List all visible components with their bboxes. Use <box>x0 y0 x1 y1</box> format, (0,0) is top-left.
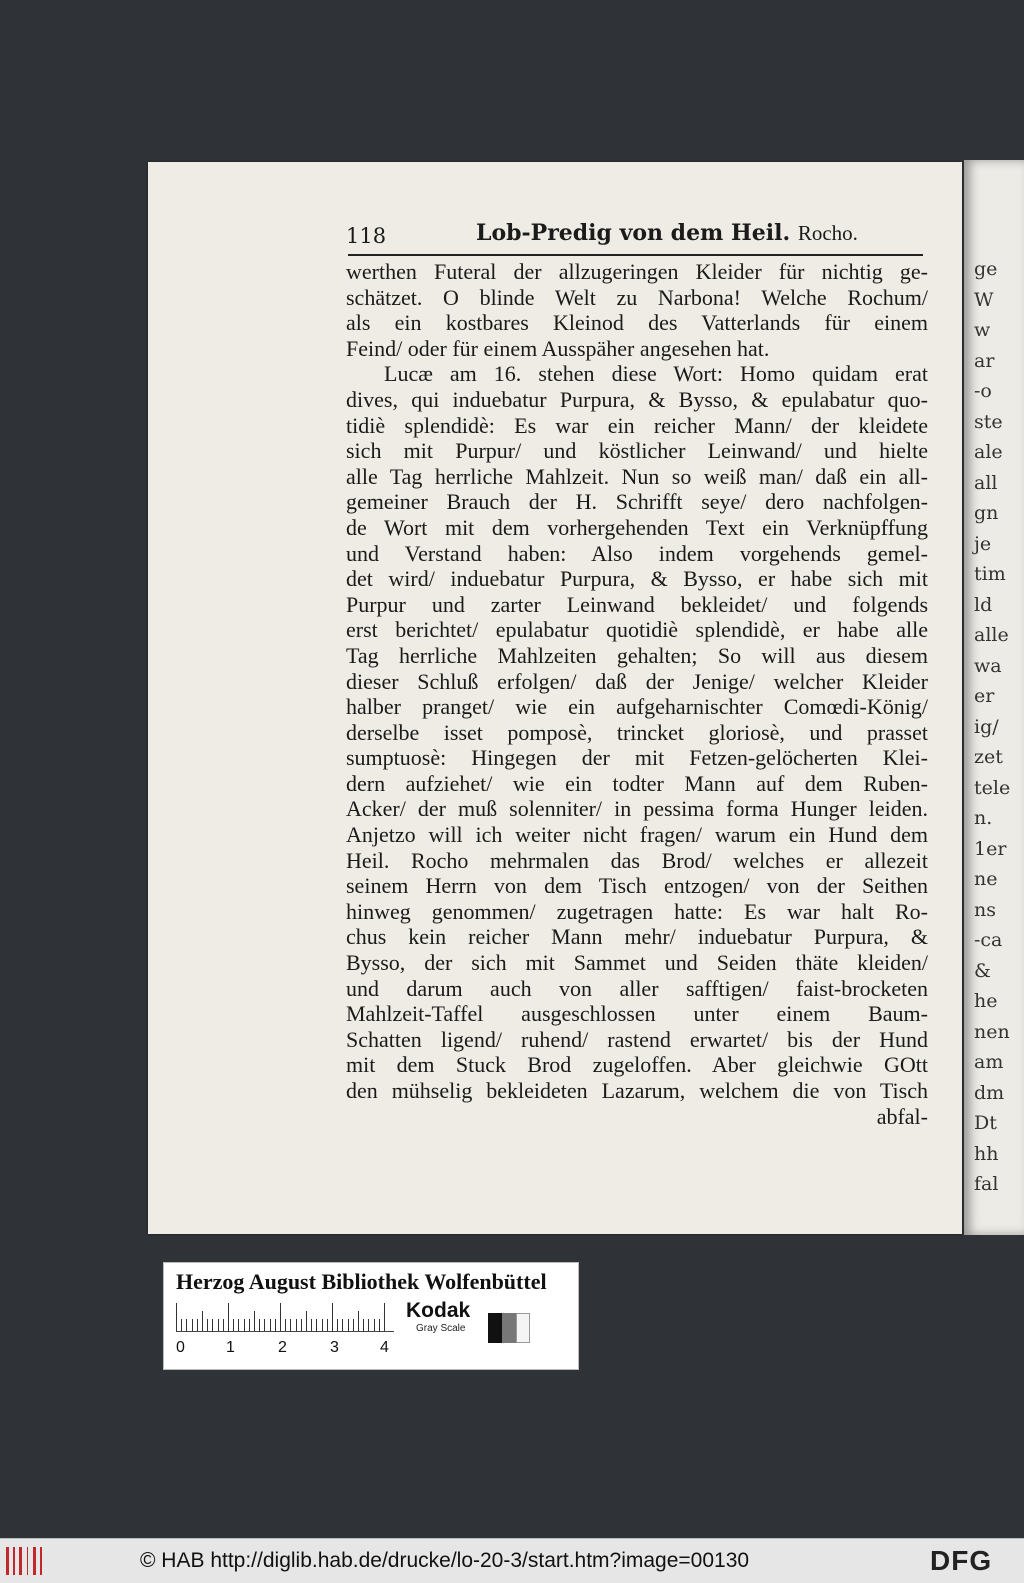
ruler-tick <box>259 1319 260 1331</box>
ruler-tick <box>254 1311 255 1331</box>
ruler-tick <box>270 1319 271 1331</box>
adjacent-page-fragment: wa <box>974 654 1002 677</box>
text-line: alle Tag herrliche Mahlzeit. Nun so weiß man/ daß ein all- <box>346 463 928 489</box>
ruler-tick <box>379 1319 380 1331</box>
ruler-number: 1 <box>226 1339 235 1356</box>
text-line: den mühselig bekleideten Lazarum, welchem die von Tisch <box>346 1078 928 1103</box>
ruler-tick <box>197 1319 198 1331</box>
ruler-tick <box>249 1319 250 1331</box>
adjacent-page-fragment: ig/ <box>974 715 999 738</box>
adjacent-page-fragment: gn <box>974 502 999 524</box>
ruler-tick <box>368 1319 369 1331</box>
adjacent-page-fragment: -o <box>974 380 992 402</box>
ruler-tick <box>238 1319 239 1331</box>
adjacent-page-fragment: ld <box>974 593 993 616</box>
text-line: Acker/ der muß solenniter/ in pessima forma Hunger leiden. <box>346 796 928 822</box>
ruler-tick <box>337 1319 338 1331</box>
adjacent-page-fragment: er <box>974 685 995 707</box>
adjacent-page-fragment: tele <box>974 776 1011 799</box>
ruler-tick <box>353 1319 354 1331</box>
ruler-number: 2 <box>278 1339 287 1356</box>
ruler-tick <box>306 1311 307 1331</box>
adjacent-page-fragment: dm <box>974 1081 1005 1104</box>
ruler-tick <box>342 1319 343 1331</box>
ruler-tick <box>186 1319 187 1331</box>
text-line: halber pranget/ wie ein aufgeharnischter Comœdi-König/ <box>346 694 928 720</box>
page-body-text <box>346 259 928 1129</box>
book-page <box>148 162 962 1234</box>
ruler-tick <box>332 1303 333 1331</box>
ruler-tick <box>233 1319 234 1331</box>
adjacent-page-fragment: ar <box>974 349 995 372</box>
adjacent-page-fragment: & <box>974 959 991 982</box>
text-line: seinem Herrn von dem Tisch entzogen/ von der Seithen <box>346 873 928 899</box>
barcode-stripe <box>6 1547 9 1575</box>
adjacent-page-fragment: je <box>974 532 992 555</box>
text-line: sich mit Purpur/ und köstlicher Leinwand/ und hielte <box>346 438 928 464</box>
adjacent-page-fragment: alle <box>974 624 1009 646</box>
text-line: dives, qui induebatur Purpura, & Bysso, & epulabatur quo- <box>346 386 928 412</box>
measurement-ruler <box>176 1301 394 1332</box>
barcode-stripe <box>27 1547 28 1575</box>
text-line: als ein kostbares Kleinod des Vatterlands für einem <box>346 310 928 336</box>
adjacent-page-fragment: nen <box>974 1020 1010 1043</box>
ruler-tick <box>363 1319 364 1331</box>
running-head-title: Lob-Predig von dem Heil. <box>476 220 791 246</box>
adjacent-page-fragment: am <box>974 1051 1004 1073</box>
library-color-card <box>163 1262 579 1370</box>
ruler-tick <box>290 1319 291 1331</box>
text-line: derselbe isset pomposè, trincket gloriosè, und prasset <box>346 719 928 745</box>
text-line: Lucæ am 16. stehen diese Wort: Homo quidam erat <box>384 361 928 387</box>
adjacent-page-fragment: n. <box>974 807 993 829</box>
adjacent-page-fragment: ns <box>974 898 996 921</box>
ruler-tick <box>212 1319 213 1331</box>
ruler-tick <box>228 1303 229 1331</box>
ruler-tick <box>384 1303 385 1331</box>
text-line: mit dem Stuck Brod zugeloffen. Aber gleichwie GOtt <box>346 1052 928 1078</box>
ruler-tick <box>358 1311 359 1331</box>
copyright-link[interactable]: © HAB http://diglib.hab.de/drucke/lo-20-3/start.htm?image=00130 <box>140 1549 750 1572</box>
text-line: Bysso, der sich mit Sammet und Seiden thäte kleiden/ <box>346 950 928 976</box>
barcode-icon <box>6 1547 48 1575</box>
ruler-tick <box>181 1319 182 1331</box>
running-head-latin: Rocho. <box>797 221 858 245</box>
adjacent-page-fragment: W <box>974 288 994 311</box>
adjacent-page-fragment: ste <box>974 410 1003 433</box>
text-line: hinweg genommen/ zugetragen hatte: Es war halt Ro- <box>346 898 928 924</box>
page-header <box>346 218 922 252</box>
ruler-tick <box>348 1319 349 1331</box>
adjacent-page-fragment: hh <box>974 1142 999 1165</box>
adjacent-page-fragment: tim <box>974 563 1006 585</box>
ruler-tick <box>218 1319 219 1331</box>
ruler-tick <box>176 1303 177 1331</box>
adjacent-page-fragment: fal <box>974 1173 999 1195</box>
text-line: tidiè splendidè: Es war ein reicher Mann/ der kleidete <box>346 412 928 438</box>
adjacent-page-fragment: ge <box>974 258 998 280</box>
ruler-number: 3 <box>330 1339 339 1356</box>
viewer-footer <box>0 1538 1024 1583</box>
text-line: de Wort mit dem vorhergehenden Text ein Verknüpffung <box>346 514 928 540</box>
barcode-stripe <box>19 1547 22 1575</box>
adjacent-page-fragment: zet <box>974 746 1003 768</box>
ruler-tick <box>374 1319 375 1331</box>
text-line: erst berichtet/ epulabatur quotidiè splendidè, er habe alle <box>346 617 928 643</box>
adjacent-page-fragment: he <box>974 990 998 1012</box>
adjacent-page-fragment: 1er <box>974 837 1007 860</box>
adjacent-page-fragment: ale <box>974 441 1003 463</box>
ruler-tick <box>280 1303 281 1331</box>
text-line: schätzet. O blinde Welt zu Narbona! Welche Rochum/ <box>346 284 928 310</box>
ruler-tick <box>301 1319 302 1331</box>
ruler-tick <box>264 1319 265 1331</box>
text-line: und darum auch von aller safftigen/ faist-brocketen <box>346 975 928 1001</box>
text-line: chus kein reicher Mann mehr/ induebatur Purpura, & <box>346 924 928 950</box>
text-line: Purpur und zarter Leinwand bekleidet/ und folgends <box>346 591 928 617</box>
kodak-brand: Kodak <box>406 1299 471 1322</box>
text-line: und Verstand haben: Also indem vorgehends gemel- <box>346 540 928 566</box>
gray-swatch-mid <box>502 1313 516 1343</box>
text-line: Schatten ligend/ ruhend/ rastend erwartet/ bis der Hund <box>346 1026 928 1052</box>
ruler-tick <box>192 1319 193 1331</box>
gray-swatch-white <box>516 1313 530 1343</box>
text-line: Mahlzeit-Taffel ausgeschlossen unter einem Baum- <box>346 1001 928 1027</box>
ruler-number: 4 <box>380 1339 389 1356</box>
adjacent-page-fragment: -ca <box>974 929 1003 951</box>
barcode-stripe <box>40 1547 42 1575</box>
ruler-tick <box>322 1319 323 1331</box>
header-rule <box>348 254 923 256</box>
text-line: abfal- <box>876 1103 928 1129</box>
text-line: Heil. Rocho mehrmalen das Brod/ welches er allezeit <box>346 847 928 873</box>
ruler-tick <box>275 1319 276 1331</box>
barcode-stripe <box>13 1547 15 1575</box>
ruler-tick <box>296 1319 297 1331</box>
text-line: det wird/ induebatur Purpura, & Bysso, er habe sich mit <box>346 566 928 592</box>
ruler-tick <box>244 1319 245 1331</box>
gray-swatch-black <box>488 1313 502 1343</box>
adjacent-page-fragment: all <box>974 471 998 494</box>
ruler-tick <box>311 1319 312 1331</box>
library-name: Herzog August Bibliothek Wolfenbüttel <box>176 1269 547 1294</box>
text-line: werthen Futeral der allzugeringen Kleider für nichtig ge- <box>346 259 928 284</box>
text-line: sumptuosè: Hingegen der mit Fetzen-gelöcherten Klei- <box>346 745 928 771</box>
ruler-tick <box>316 1319 317 1331</box>
text-line: Tag herrliche Mahlzeiten gehalten; So will aus diesem <box>346 642 928 668</box>
text-line: Anjetzo will ich weiter nicht fragen/ warum ein Hund dem <box>346 822 928 848</box>
ruler-tick <box>285 1319 286 1331</box>
ruler-number: 0 <box>176 1339 185 1356</box>
text-line: dern aufziehet/ wie ein todter Mann auf dem Ruben- <box>346 770 928 796</box>
adjacent-page-fragment: Dt <box>974 1112 997 1134</box>
ruler-tick <box>327 1319 328 1331</box>
adjacent-page-edge <box>964 160 1024 1235</box>
ruler-tick <box>207 1319 208 1331</box>
ruler-tick <box>223 1319 224 1331</box>
page-number: 118 <box>346 224 387 248</box>
barcode-stripe <box>33 1547 36 1575</box>
adjacent-page-fragment: ne <box>974 868 998 890</box>
gray-scale-label: Gray Scale <box>416 1323 466 1334</box>
text-line: Feind/ oder für einem Ausspäher angesehen hat. <box>346 335 770 361</box>
adjacent-page-fragment: w <box>974 319 991 341</box>
ruler-tick <box>202 1311 203 1331</box>
running-head <box>476 220 858 246</box>
text-line: gemeiner Brauch der H. Schrifft seye/ dero nachfolgen- <box>346 489 928 515</box>
text-line: dieser Schluß erfolgen/ daß der Jenige/ welcher Kleider <box>346 668 928 694</box>
dfg-logo: DFG <box>930 1545 993 1576</box>
